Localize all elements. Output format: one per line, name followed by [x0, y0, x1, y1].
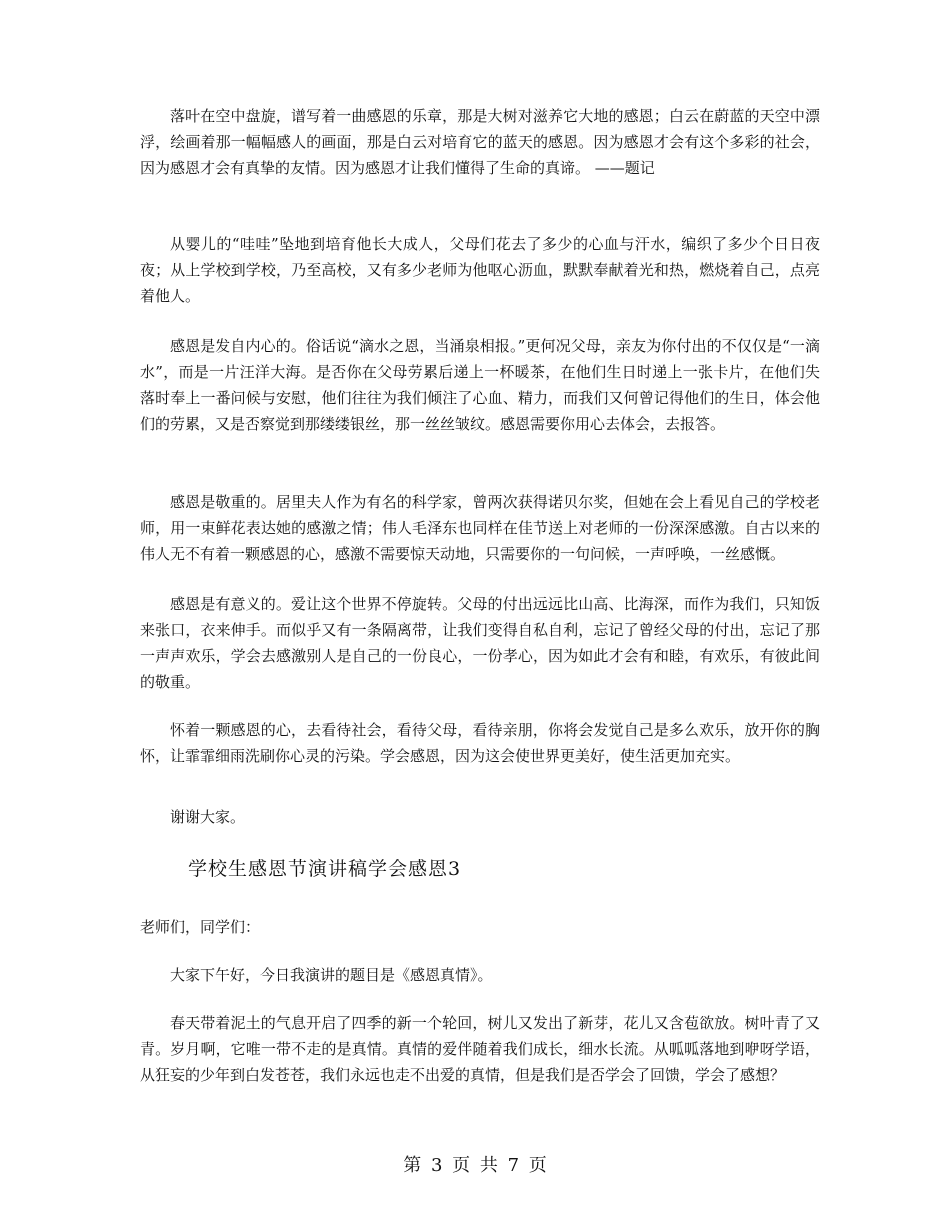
paragraph-gratitude-respect: 感恩是敬重的。居里夫人作为有名的科学家，曾两次获得诺贝尔奖，但她在会上看见自己的学校老师，用一束鲜花表达她的感激之情；伟人毛泽东也同样在佳节送上对老师的一份深深感激。自古以来的伟人无不有着一颗感恩的心，感激不需要惊天动地，只需要你的一句问候，一声呼唤，一丝感慨。	[140, 493, 820, 563]
paragraph-parents-teachers: 从婴儿的“哇哇”坠地到培育他长大成人，父母们花去了多少的心血与汗水，编织了多少个日日夜夜；从上学校到学校，乃至高校，又有多少老师为他呕心沥血，默默奉献着光和热，燃烧着自己，点亮着他人。	[140, 235, 820, 305]
paragraph-preface: 落叶在空中盘旋，谱写着一曲感恩的乐章，那是大树对滋养它大地的感恩；白云在蔚蓝的天空中漂浮，绘画着那一幅幅感人的画面，那是白云对培育它的蓝天的感恩。因为感恩才会有这个多彩的社会，因为感恩才会有真挚的友情。因为感恩才让我们懂得了生命的真谛。 ——题记	[140, 107, 820, 177]
paragraph-grateful-heart: 怀着一颗感恩的心，去看待社会，看待父母，看待亲朋，你将会发觉自己是多么欢乐，放开你的胸怀，让霏霏细雨洗刷你心灵的污染。学会感恩，因为这会使世界更美好，使生活更加充实。	[140, 721, 820, 765]
salutation: 老师们，同学们：	[140, 918, 261, 936]
page-footer: 第 3 页 共 7 页	[403, 1155, 547, 1176]
paragraph-thanks: 谢谢大家。	[170, 808, 246, 826]
section-title: 学校生感恩节演讲稿学会感恩3	[188, 858, 462, 880]
paragraph-greeting: 大家下午好，今日我演讲的题目是《感恩真情》。	[170, 966, 493, 984]
paragraph-gratitude-from-heart: 感恩是发自内心的。俗话说“滴水之恩，当涌泉相报。”更何况父母，亲友为你付出的不仅仅是“一滴水”，而是一片汪洋大海。是否你在父母劳累后递上一杯暖茶，在他们生日时递上一张卡片，在他们失落时奉上一番问候与安慰，他们往往为我们倾注了心血、精力，而我们又何曾记得他们的生日，体会他们的劳累，又是否察觉到那缕缕银丝，那一丝丝皱纹。感恩需要你用心去体会，去报答。	[140, 337, 820, 433]
paragraph-gratitude-meaning: 感恩是有意义的。爱让这个世界不停旋转。父母的付出远远比山高、比海深，而作为我们，只知饭来张口，衣来伸手。而似乎又有一条隔离带，让我们变得自私自利，忘记了曾经父母的付出，忘记了那一声声欢乐，学会去感激别人是自己的一份良心，一份孝心，因为如此才会有和睦，有欢乐，有彼此间的敬重。	[140, 595, 820, 691]
paragraph-spring: 春天带着泥土的气息开启了四季的新一个轮回，树儿又发出了新芽，花儿又含苞欲放。树叶青了又青。岁月啊，它唯一带不走的是真情。真情的爱伴随着我们成长，细水长流。从呱呱落地到咿呀学语，从狂妄的少年到白发苍苍，我们永远也走不出爱的真情，但是我们是否学会了回馈，学会了感想？	[140, 1014, 820, 1084]
